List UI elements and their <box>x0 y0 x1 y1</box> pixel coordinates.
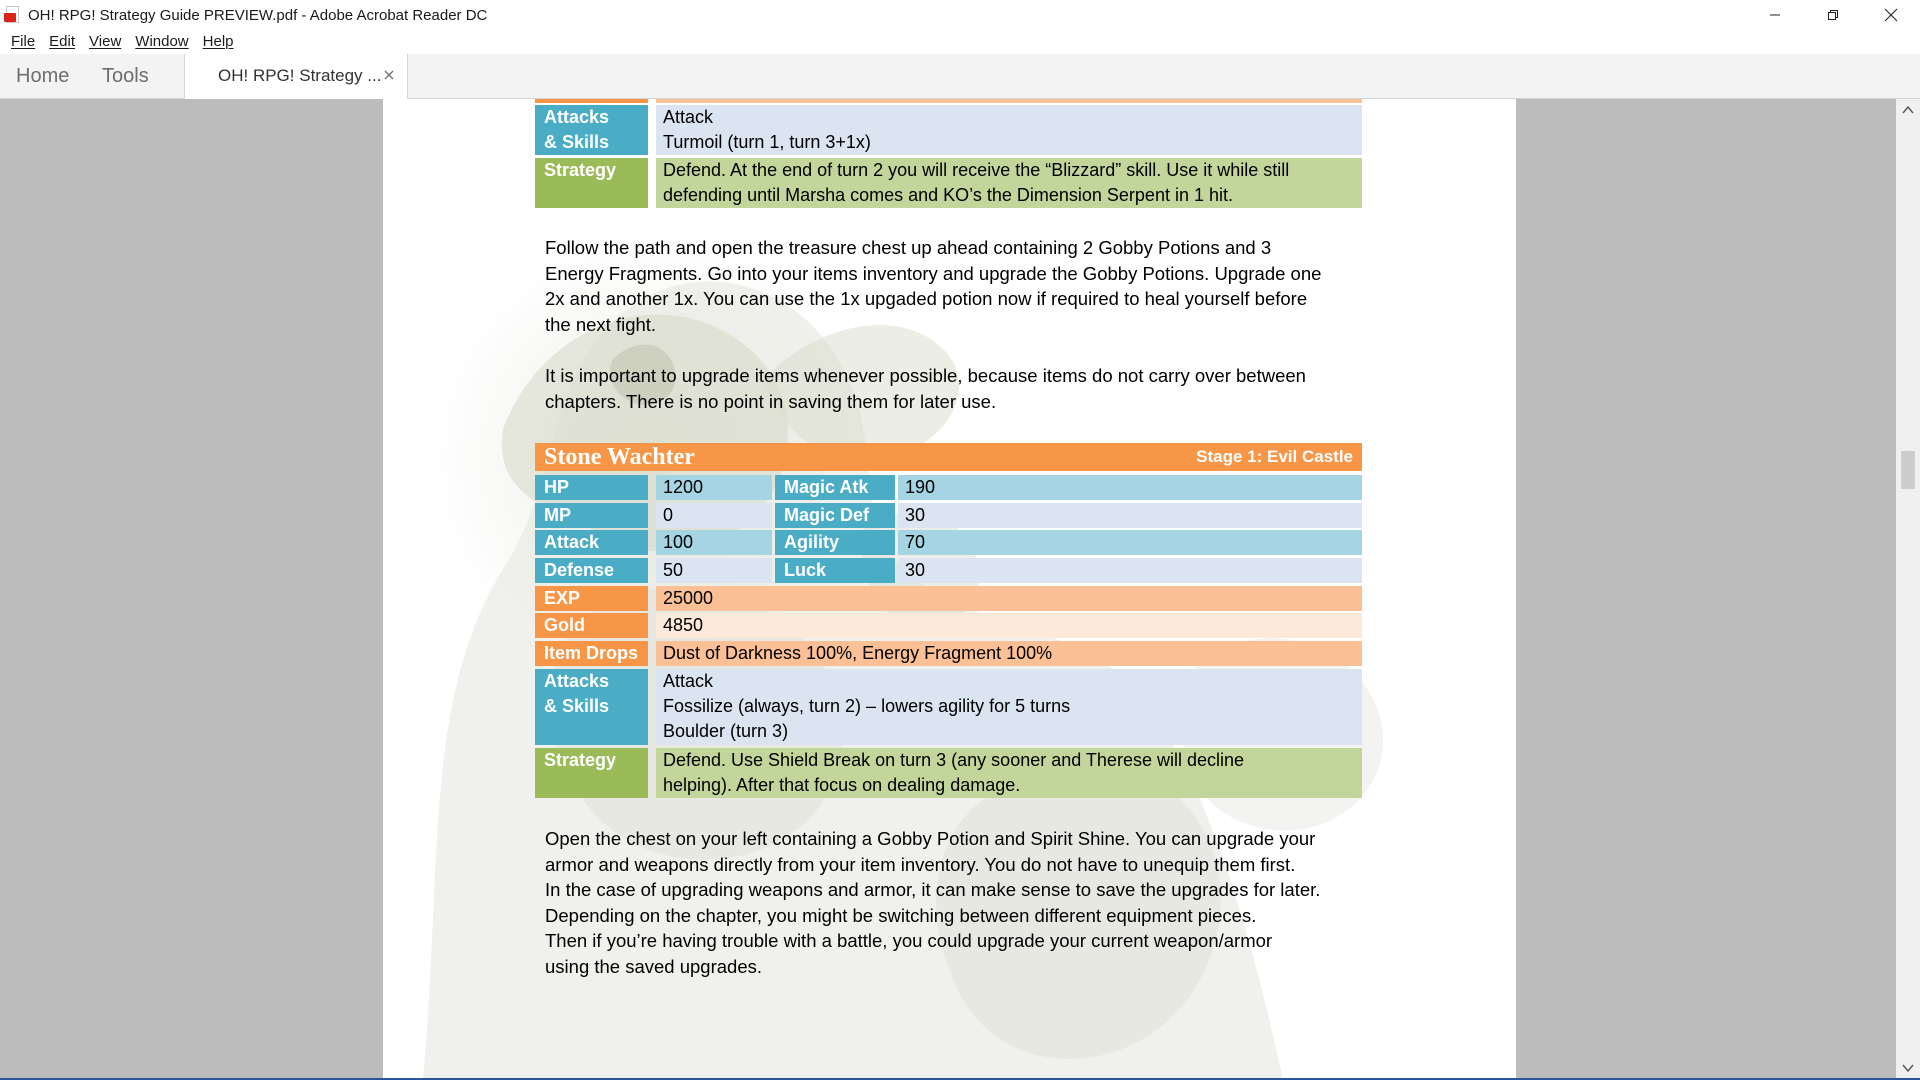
scroll-up-arrow-icon[interactable] <box>1902 105 1914 115</box>
window-title: OH! RPG! Strategy Guide PREVIEW.pdf - Adobe Acrobat Reader DC <box>28 6 488 24</box>
menu-file[interactable]: File <box>11 33 36 50</box>
restore-button[interactable] <box>1804 0 1862 30</box>
table-row-cut-value <box>656 99 1362 103</box>
acrobat-pdf-icon <box>4 5 22 25</box>
stat-magic-def-value: 30 <box>898 503 1362 528</box>
close-button[interactable] <box>1862 0 1920 30</box>
menu-bar <box>0 30 1920 54</box>
gold-label: Gold <box>535 613 648 638</box>
stat-magic-atk-label: Magic Atk <box>775 475 895 500</box>
tab-tools[interactable]: Tools <box>102 65 149 87</box>
tab-bar <box>0 54 1920 99</box>
document-tab-label: OH! RPG! Strategy ... <box>218 66 382 85</box>
stat-attack-value: 100 <box>656 530 772 555</box>
scrollbar-thumb[interactable] <box>1901 451 1915 489</box>
tab-home[interactable]: Home <box>16 65 70 87</box>
exp-label: EXP <box>535 586 648 611</box>
boss-header <box>535 443 1362 471</box>
stat-luck-value: 30 <box>898 558 1362 583</box>
boss-stage: Stage 1: Evil Castle <box>1196 447 1353 466</box>
menu-edit[interactable]: Edit <box>49 33 76 50</box>
prev-strategy-value: Defend. At the end of turn 2 you will receive the “Blizzard” skill. Use it while still defending until Marsha comes and KO’s the Dimension Serpent in 1 hit. <box>656 158 1362 208</box>
close-icon <box>1884 8 1898 22</box>
stat-magic-atk-value: 190 <box>898 475 1362 500</box>
document-viewport[interactable] <box>0 99 1920 1079</box>
stat-luck-label: Luck <box>775 558 895 583</box>
window-controls <box>1746 0 1920 30</box>
gold-value: 4850 <box>656 613 1362 638</box>
minimize-button[interactable] <box>1746 0 1804 30</box>
attacks-value: Attack Fossilize (always, turn 2) – lowers agility for 5 turns Boulder (turn 3) <box>656 669 1362 745</box>
title-bar <box>0 0 1920 30</box>
prev-attacks-value: Attack Turmoil (turn 1, turn 3+1x) <box>656 105 1362 155</box>
prev-attacks-label: Attacks & Skills <box>535 105 648 155</box>
stat-defense-label: Defense <box>535 558 648 583</box>
tab-document[interactable] <box>184 54 408 99</box>
stat-mp-label: MP <box>535 503 648 528</box>
vertical-scrollbar[interactable] <box>1896 99 1920 1079</box>
stat-agility-value: 70 <box>898 530 1362 555</box>
attacks-label: Attacks & Skills <box>535 669 648 745</box>
stat-hp-value: 1200 <box>656 475 772 500</box>
menu-help[interactable]: Help <box>202 33 234 50</box>
minimize-icon <box>1769 9 1781 21</box>
paragraph-3: Open the chest on your left containing a Gobby Potion and Spirit Shine. You can upgrade your armor and weapons directly from your item inventory. You do not have to unequip them first. In the case of upgrading weapons and armor, it can make sense to save the upgrades for later. Depending on the chapter, you might be switching between different equipment pieces. Then if you’re having trouble with a battle, you could upgrade your current weapon/armor using the saved upgrades. <box>545 828 1321 977</box>
stat-agility-label: Agility <box>775 530 895 555</box>
item-drops-value: Dust of Darkness 100%, Energy Fragment 100% <box>656 641 1362 666</box>
table-row-cut <box>535 99 648 103</box>
item-drops-label: Item Drops <box>535 641 648 666</box>
menu-window[interactable]: Window <box>135 33 189 50</box>
paragraph-2: It is important to upgrade items whenever possible, because items do not carry over between chapters. There is no point in saving them for later use. <box>545 365 1306 412</box>
prev-strategy-label: Strategy <box>535 158 648 208</box>
close-tab-icon[interactable] <box>383 69 395 81</box>
stat-magic-def-label: Magic Def <box>775 503 895 528</box>
stat-mp-value: 0 <box>656 503 772 528</box>
paragraph-1: Follow the path and open the treasure chest up ahead containing 2 Gobby Potions and 3 Energy Fragments. Go into your items inventory and upgrade the Gobby Potions. Upgrade one 2x and another 1x. You can use the 1x upgaded potion now if required to heal yourself before the next fight. <box>545 237 1322 335</box>
strategy-value: Defend. Use Shield Break on turn 3 (any sooner and Therese will decline helping). After that focus on dealing damage. <box>656 748 1362 798</box>
stat-hp-label: HP <box>535 475 648 500</box>
stat-attack-label: Attack <box>535 530 648 555</box>
scroll-down-arrow-icon[interactable] <box>1902 1063 1914 1073</box>
menu-view[interactable]: View <box>89 33 122 50</box>
restore-icon <box>1827 9 1839 21</box>
strategy-label: Strategy <box>535 748 648 798</box>
boss-name: Stone Wachter <box>544 444 695 470</box>
stat-defense-value: 50 <box>656 558 772 583</box>
page-content <box>383 99 1516 1079</box>
exp-value: 25000 <box>656 586 1362 611</box>
pdf-page <box>383 99 1516 1079</box>
